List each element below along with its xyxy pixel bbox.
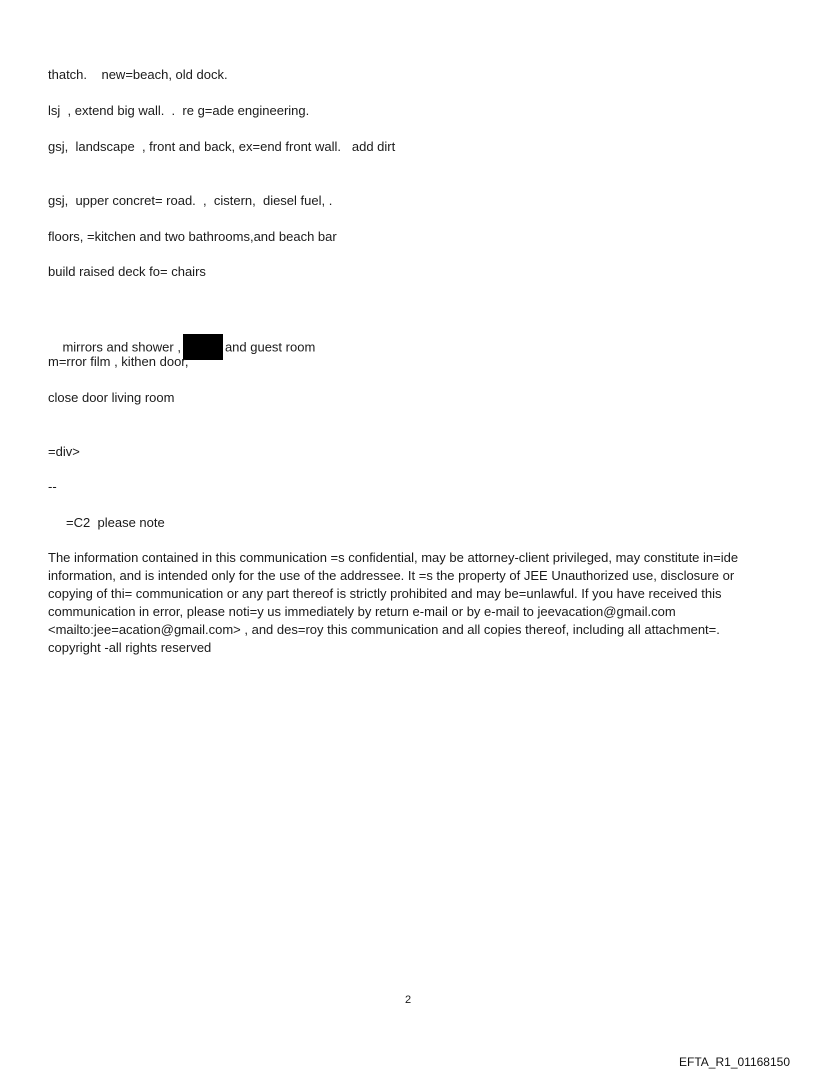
document-id: EFTA_R1_01168150 — [679, 1055, 790, 1069]
confidentiality-disclaimer: The information contained in this communication =s confidential, may be attorney-client privileged, may constitute in=ide information, and is intended only for the use of the addressee. It =s the property of JEE Unauthorized use, disclosure or copying of thi= communication or any part thereof is strictly prohibited and may be=unlawful. If you have received this communication in error, please noti=y us immediately by return e-mail or by e-mail to jeevacation@gmail.com <mailto:jee=acation@gmail.com> , and des=roy this communication and all copies thereof, including all attachment=. copyright -all rights reserved — [48, 550, 739, 655]
note-line-close-door: close door living room — [48, 390, 175, 405]
note-line-mirror-film: m=rror film , kithen door, — [48, 354, 189, 369]
mirrors-text-after: and guest room — [224, 339, 316, 355]
signature-separator: -- — [48, 479, 57, 494]
note-line-deck: build raised deck fo= chairs — [48, 264, 206, 279]
note-line-floors: floors, =kitchen and two bathrooms,and beach bar — [48, 229, 337, 244]
note-line-wall: lsj , extend big wall. . re g=ade engineering. — [48, 103, 310, 118]
mirrors-text-before: mirrors and shower , — [62, 339, 181, 355]
please-note-line: =C2 please note — [48, 515, 165, 530]
note-line-landscape: gsj, landscape , front and back, ex=end front wall. add dirt — [48, 139, 396, 154]
note-line-div: =div> — [48, 444, 80, 459]
page-number: 2 — [404, 994, 412, 1006]
note-line-road: gsj, upper concret= road. , cistern, diesel fuel, . — [48, 193, 333, 208]
note-line-thatch: thatch. new=beach, old dock. — [48, 67, 228, 82]
redaction-block — [183, 334, 223, 360]
